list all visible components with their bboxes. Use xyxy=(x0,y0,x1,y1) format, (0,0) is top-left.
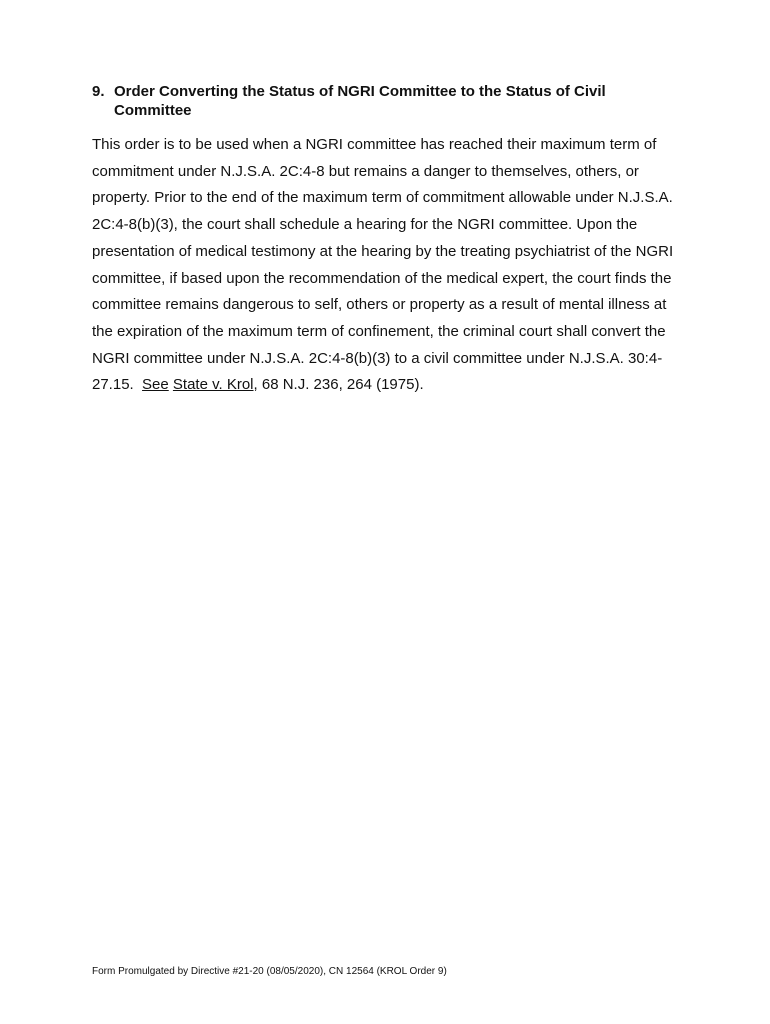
citation-prefix: 27.15. xyxy=(92,376,143,394)
section-number: 9. xyxy=(92,83,105,100)
paragraph-line: property. Prior to the end of the maximum term of commitment allowable under N.J.S.A. xyxy=(92,189,673,207)
paragraph-line: commitment under N.J.S.A. 2C:4-8 but remains a danger to themselves, others, or xyxy=(92,162,639,180)
citation-signal: See xyxy=(142,376,169,394)
paragraph-line: This order is to be used when a NGRI committee has reached their maximum term of xyxy=(92,136,657,153)
paragraph-line: the expiration of the maximum term of confinement, the criminal court shall convert the xyxy=(92,322,666,340)
paragraph-line: committee remains dangerous to self, others or property as a result of mental illness at xyxy=(92,296,667,314)
case-name: State v. Krol xyxy=(172,376,254,394)
paragraph-last-line xyxy=(92,372,682,399)
paragraph-line: NGRI committee under N.J.S.A. 2C:4-8(b)(3) to a civil committee under N.J.S.A. 30:4- xyxy=(92,349,663,367)
body-paragraph xyxy=(92,132,682,399)
paragraph-line: presentation of medical testimony at the hearing by the treating psychiatrist of the NGRI xyxy=(92,242,674,260)
page-footer: Form Promulgated by Directive #21-20 (08/05/2020), CN 12564 (KROL Order 9) xyxy=(92,966,447,977)
section-title: Order Converting the Status of NGRI Committee to the Status of Civil Committee xyxy=(114,83,606,119)
section-heading xyxy=(92,82,652,120)
paragraph-line: committee, if based upon the recommendation of the medical expert, the court finds the xyxy=(92,269,672,287)
paragraph-line: 2C:4-8(b)(3), the court shall schedule a hearing for the NGRI committee. Upon the xyxy=(92,216,638,234)
citation-suffix: , 68 N.J. 236, 264 (1975). xyxy=(253,376,424,394)
